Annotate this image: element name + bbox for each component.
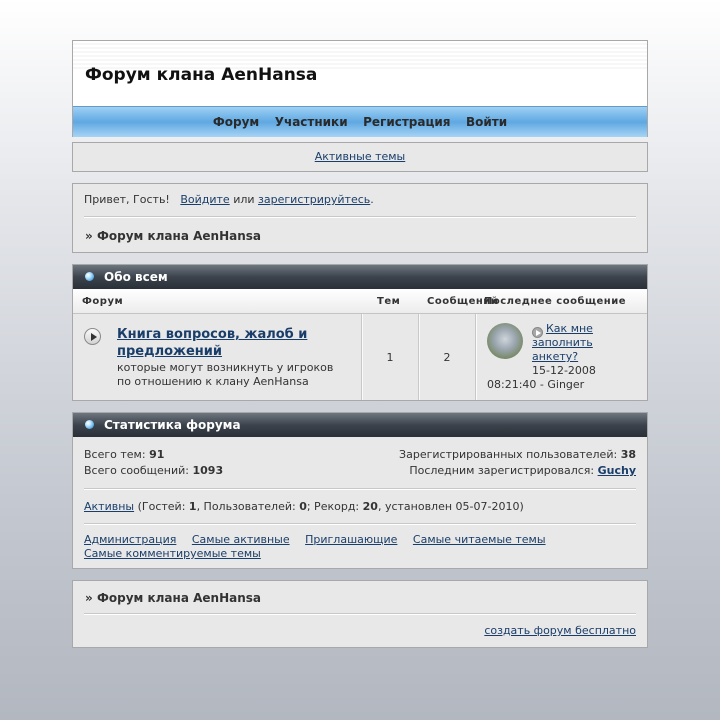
last-post-date: 15-12-2008 — [532, 364, 596, 377]
col-forum: Форум — [82, 296, 124, 307]
last-post-link[interactable]: Как мне заполнить анкету? — [532, 322, 593, 363]
last-registered — [409, 464, 636, 477]
stats-title: Статистика форума — [104, 418, 241, 432]
breadcrumb-arrow: » — [85, 591, 93, 605]
users-value: 0 — [299, 500, 307, 513]
category-title: Обо всем — [104, 270, 168, 284]
footer-panel — [72, 580, 648, 648]
last-registered-user-link[interactable]: Guchy — [597, 464, 636, 477]
divider — [84, 216, 636, 218]
stats-header — [73, 413, 647, 437]
guests-value: 1 — [188, 500, 197, 513]
total-topics — [84, 448, 164, 461]
forum-link[interactable]: Книга вопросов, жалоб и предложений — [117, 327, 308, 359]
create-forum-link[interactable]: создать форум бесплатно — [484, 624, 636, 637]
greeting-text: Привет, Гость! — [84, 193, 170, 206]
period-text: . — [370, 193, 374, 206]
nav-members[interactable]: Участники — [274, 115, 348, 129]
login-link[interactable]: Войдите — [180, 193, 230, 206]
stats-block — [72, 412, 648, 569]
inviters-link[interactable]: Приглашающие — [305, 533, 398, 546]
active-topics-bar — [72, 142, 648, 172]
breadcrumb — [85, 229, 261, 243]
col-posts: Сообщений — [427, 296, 499, 307]
active-topics-link[interactable]: Активные темы — [314, 150, 406, 163]
greeting-line — [84, 193, 374, 206]
most-active-link[interactable]: Самые активные — [191, 533, 290, 546]
avatar[interactable] — [487, 323, 523, 359]
total-posts-label: Всего сообщений: — [84, 464, 189, 477]
registered-users — [399, 448, 636, 461]
posts-count: 2 — [443, 351, 451, 364]
forum-header — [72, 40, 648, 137]
main-nav — [73, 106, 647, 137]
online-line — [84, 500, 524, 513]
last-post-time-author: 08:21:40 - Ginger — [487, 378, 585, 391]
breadcrumb-arrow: » — [85, 229, 93, 243]
divider — [475, 314, 477, 400]
category-header — [73, 265, 647, 289]
most-read-link[interactable]: Самые читаемые темы — [412, 533, 546, 546]
topics-count: 1 — [386, 351, 394, 364]
register-link[interactable]: зарегистрируйтесь — [258, 193, 371, 206]
nav-forum[interactable]: Форум — [212, 115, 260, 129]
col-last: Последнее сообщение — [484, 296, 626, 307]
users-label: , Пользователей: — [196, 500, 296, 513]
table-header — [73, 289, 647, 314]
total-topics-value: 91 — [149, 448, 165, 461]
breadcrumb-text: Форум клана AenHansa — [96, 229, 261, 243]
registered-value: 38 — [620, 448, 636, 461]
table-row — [73, 314, 647, 400]
record-value: 20 — [362, 500, 378, 513]
category-block — [72, 264, 648, 401]
forum-description: которые могут возникнуть у игроков по отношению к клану AenHansa — [117, 361, 334, 388]
admin-link[interactable]: Администрация — [84, 533, 177, 546]
total-posts-value: 1093 — [192, 464, 224, 477]
breadcrumb-text: Форум клана AenHansa — [96, 591, 261, 605]
record-label: ; Рекорд: — [306, 500, 360, 513]
total-topics-label: Всего тем: — [84, 448, 146, 461]
or-text: или — [233, 193, 255, 206]
header-banner — [73, 41, 647, 106]
forum-title: Форум клана AenHansa — [85, 65, 318, 85]
most-commented-link[interactable]: Самые комментируемые темы — [84, 547, 261, 560]
nav-login[interactable]: Войти — [466, 115, 508, 129]
divider — [84, 523, 636, 525]
record-date: , установлен 05-07-2010) — [377, 500, 524, 513]
nav-register[interactable]: Регистрация — [363, 115, 451, 129]
guests-label: (Гостей: — [137, 500, 186, 513]
last-registered-label: Последним зарегистрировался: — [409, 464, 595, 477]
active-users-link[interactable]: Активны — [84, 500, 135, 513]
divider — [84, 613, 636, 615]
forum-status-icon — [84, 328, 101, 345]
bullet-icon — [85, 420, 94, 429]
welcome-panel — [72, 183, 648, 253]
col-topics: Тем — [377, 296, 401, 307]
total-posts — [84, 464, 223, 477]
divider — [84, 488, 636, 490]
bullet-icon — [85, 272, 94, 281]
stats-links — [84, 533, 634, 561]
breadcrumb — [85, 591, 261, 605]
registered-label: Зарегистрированных пользователей: — [399, 448, 618, 461]
